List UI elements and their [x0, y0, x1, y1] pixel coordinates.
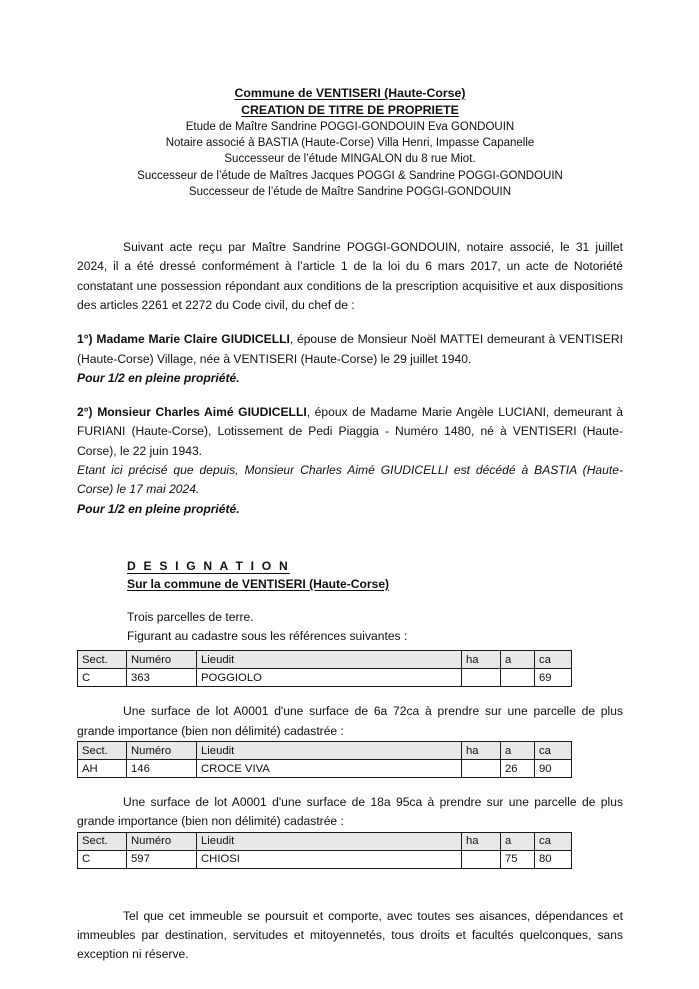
column-header-a: a — [501, 742, 535, 760]
person-1-number: 1°) — [77, 332, 93, 347]
person-2-share: Pour 1/2 en pleine propriété. — [77, 501, 240, 516]
column-header-numero: Numéro — [127, 651, 197, 669]
column-header-lieudit: Lieudit — [197, 651, 462, 669]
cadastre-table-1 — [77, 650, 572, 687]
column-header-ca: ca — [535, 832, 572, 850]
column-header-numero: Numéro — [127, 832, 197, 850]
person-1-share: Pour 1/2 en pleine propriété. — [77, 370, 240, 385]
table-header-row — [78, 742, 572, 760]
cell-lieudit: CROCE VIVA — [197, 760, 462, 778]
table-header-row — [78, 832, 572, 850]
designation-heading: D E S I G N A T I O N — [127, 558, 290, 573]
cell-a: 75 — [501, 850, 535, 868]
person-1-name: Madame Marie Claire GIUDICELLI — [96, 332, 290, 347]
table-row — [78, 760, 572, 778]
person-entry-1 — [77, 330, 623, 388]
letterhead — [77, 85, 623, 200]
person-entry-2 — [77, 403, 623, 519]
column-header-lieudit: Lieudit — [197, 742, 462, 760]
cell-ca: 90 — [535, 760, 572, 778]
cell-ca: 80 — [535, 850, 572, 868]
table-row — [78, 669, 572, 687]
cell-sect: C — [78, 850, 127, 868]
cell-ha — [462, 850, 501, 868]
notary-address-line: Notaire associé à BASTIA (Haute-Corse) Villa Henri, Impasse Capanelle — [165, 137, 535, 150]
parcel-2-lead-in: Une surface de lot A0001 d'une surface de 6a 72ca à prendre sur une parcelle de plus grande importance (bien non délimité) cadastrée : — [77, 704, 623, 738]
column-header-a: a — [501, 651, 535, 669]
cell-ha — [462, 760, 501, 778]
table-row — [78, 850, 572, 868]
column-header-ha: ha — [462, 832, 501, 850]
column-header-ha: ha — [462, 651, 501, 669]
commune-title: Commune de VENTISERI (Haute-Corse) — [234, 86, 466, 100]
cell-numero: 363 — [127, 669, 197, 687]
person-1-details: , épouse de Monsieur Noël MATTEI demeurant à VENTISERI (Haute-Corse) Village, née à VENTISERI (Haute-Corse) le 29 juillet 1940. — [77, 332, 623, 366]
person-1-description — [77, 330, 623, 369]
cell-sect: AH — [78, 760, 127, 778]
document-type-title: CREATION DE TITRE DE PROPRIETE — [241, 103, 459, 117]
cell-lieudit: CHIOSI — [197, 850, 462, 868]
cell-sect: C — [78, 669, 127, 687]
intro-paragraph: Suivant acte reçu par Maître Sandrine POGGI-GONDOUIN, notaire associé, le 31 juillet 2024, il a été dressé conformément à l’article 1 de la loi du 6 mars 2017, un acte de Notoriété constatant une possession répondant aux conditions de la prescription acquisitive et aux dispositions des articles 2261 et 2272 du Code civil, du chef de : — [77, 240, 623, 312]
cell-ca: 69 — [535, 669, 572, 687]
notary-office-line: Etude de Maître Sandrine POGGI-GONDOUIN Eva GONDOUIN — [185, 121, 515, 133]
designation-intro-line-2: Figurant au cadastre sous les références suivantes : — [127, 629, 408, 644]
successor-line-1: Successeur de l’étude MINGALON du 8 rue Miot. — [224, 153, 476, 166]
cell-a: 26 — [501, 760, 535, 778]
person-2-death-note: Etant ici précisé que depuis, Monsieur Charles Aimé GIUDICELLI est décédé à BASTIA (Haute-Corse) le 17 mai 2024. — [77, 462, 623, 497]
person-2-details: , époux de Madame Marie Angèle LUCIANI, demeurant à FURIANI (Haute-Corse), Lotissement de Pedi Piaggia - Numéro 1480, né à VENTISERI (Haute-Corse), le 22 juin 1943. — [77, 405, 623, 458]
cell-a — [501, 669, 535, 687]
cell-numero: 146 — [127, 760, 197, 778]
closing-paragraph: Tel que cet immeuble se poursuit et comporte, avec toutes ses aisances, dépendances et immeubles par destination, servitudes et mitoyennetés, tous droits et facultés quelconques, sans exception ni réserve. — [77, 908, 623, 962]
cell-numero: 597 — [127, 850, 197, 868]
person-2-name: Monsieur Charles Aimé GIUDICELLI — [97, 405, 307, 420]
column-header-ca: ca — [535, 742, 572, 760]
column-header-sect: Sect. — [78, 742, 127, 760]
column-header-numero: Numéro — [127, 742, 197, 760]
document-content — [77, 85, 623, 965]
designation-intro-line-1: Trois parcelles de terre. — [127, 609, 254, 624]
column-header-ca: ca — [535, 651, 572, 669]
table-header-row — [78, 651, 572, 669]
person-2-number: 2°) — [77, 405, 93, 420]
person-2-description — [77, 403, 623, 461]
successor-line-2: Successeur de l’étude de Maîtres Jacques POGGI & Sandrine POGGI-GONDOUIN — [137, 169, 563, 182]
column-header-lieudit: Lieudit — [197, 832, 462, 850]
parcel-3-lead-in: Une surface de lot A0001 d'une surface de 18a 95ca à prendre sur une parcelle de plus grande importance (bien non délimité) cadastrée : — [77, 795, 623, 829]
column-header-ha: ha — [462, 742, 501, 760]
cell-ha — [462, 669, 501, 687]
designation-section — [77, 557, 623, 647]
cadastre-table-2 — [77, 741, 572, 778]
column-header-sect: Sect. — [78, 651, 127, 669]
column-header-sect: Sect. — [78, 832, 127, 850]
designation-commune-heading: Sur la commune de VENTISERI (Haute-Corse) — [127, 576, 390, 591]
successor-line-3: Successeur de l’étude de Maître Sandrine POGGI-GONDOUIN — [188, 185, 512, 198]
column-header-a: a — [501, 832, 535, 850]
cadastre-table-3 — [77, 832, 572, 869]
cell-lieudit: POGGIOLO — [197, 669, 462, 687]
